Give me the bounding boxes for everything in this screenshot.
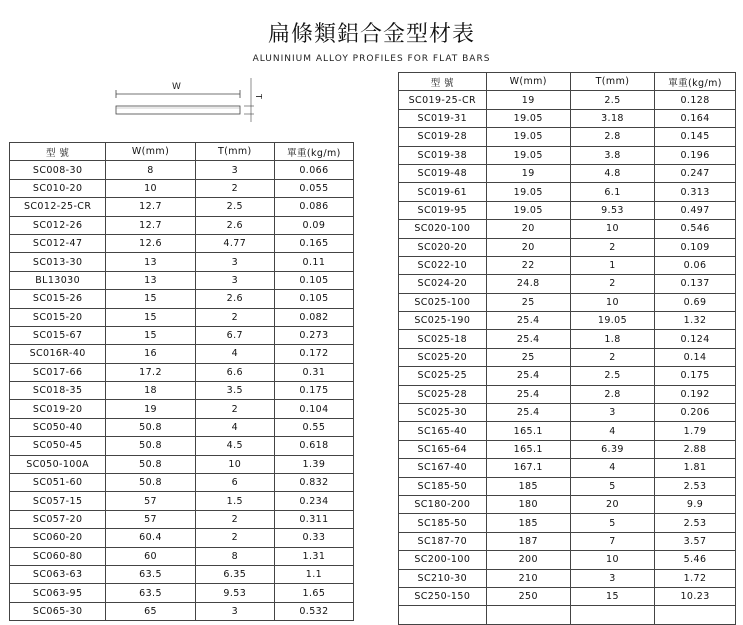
cell-weight: 0.313 xyxy=(655,183,736,201)
cell-weight: 0.546 xyxy=(655,220,736,238)
cell-model: SC017-66 xyxy=(10,363,106,381)
cell-thickness: 5 xyxy=(570,514,654,532)
cell-weight: 0.532 xyxy=(274,602,353,620)
cell-width: 165.1 xyxy=(486,422,570,440)
cell-model: SC057-15 xyxy=(10,492,106,510)
table-row xyxy=(399,146,736,164)
header-width: W(mm) xyxy=(486,73,570,91)
cell-width: 50.8 xyxy=(106,474,195,492)
cell-thickness: 2 xyxy=(570,348,654,366)
cell-weight: 1.79 xyxy=(655,422,736,440)
table-row xyxy=(10,565,354,583)
cell-model: SC015-67 xyxy=(10,326,106,344)
cell-width: 25.4 xyxy=(486,385,570,403)
cell-weight: 1.1 xyxy=(274,565,353,583)
cell-thickness: 1 xyxy=(570,256,654,274)
header-weight: 單重(kg/m) xyxy=(655,73,736,91)
table-row xyxy=(10,474,354,492)
cell-weight: 0.104 xyxy=(274,400,353,418)
cell-thickness: 2 xyxy=(195,400,274,418)
cell-width: 15 xyxy=(106,290,195,308)
cell-model: SC015-26 xyxy=(10,290,106,308)
cell-width: 19 xyxy=(486,164,570,182)
cell-width: 187 xyxy=(486,532,570,550)
cell-thickness: 1.5 xyxy=(195,492,274,510)
table-row xyxy=(399,128,736,146)
cell-width: 50.8 xyxy=(106,455,195,473)
cell-weight: 0.145 xyxy=(655,128,736,146)
table-row xyxy=(399,91,736,109)
table-row xyxy=(10,418,354,436)
cell-weight: 0.165 xyxy=(274,234,353,252)
cell-width: 12.7 xyxy=(106,198,195,216)
cell-model: SC019-20 xyxy=(10,400,106,418)
cell-model: SC010-20 xyxy=(10,179,106,197)
cell-model: SC024-20 xyxy=(399,275,487,293)
table-row xyxy=(10,547,354,565)
cell-thickness: 2.5 xyxy=(195,198,274,216)
cell-model: SC200-100 xyxy=(399,551,487,569)
cell-width: 19 xyxy=(106,400,195,418)
cell-thickness: 4.77 xyxy=(195,234,274,252)
cell-width: 25.4 xyxy=(486,330,570,348)
cell-width: 185 xyxy=(486,514,570,532)
cell-width: 180 xyxy=(486,495,570,513)
cell-thickness: 6.7 xyxy=(195,326,274,344)
cell-width: 25.4 xyxy=(486,404,570,422)
cell-weight: 10.23 xyxy=(655,587,736,605)
cell-thickness: 2 xyxy=(195,529,274,547)
flat-bar-diagram xyxy=(108,74,268,124)
cell-weight: 0.192 xyxy=(655,385,736,403)
header-width: W(mm) xyxy=(106,143,195,161)
table-row xyxy=(399,569,736,587)
cell-thickness: 2.5 xyxy=(570,91,654,109)
cell-thickness: 4.5 xyxy=(195,437,274,455)
table-row xyxy=(399,532,736,550)
table-row xyxy=(399,514,736,532)
header-thickness: T(mm) xyxy=(195,143,274,161)
cell-weight: 0.175 xyxy=(274,382,353,400)
header-model: 型 號 xyxy=(10,143,106,161)
cell-thickness: 3 xyxy=(570,404,654,422)
cell-width: 50.8 xyxy=(106,418,195,436)
cell-thickness: 3 xyxy=(195,161,274,179)
cell-model: SC167-40 xyxy=(399,459,487,477)
table-row xyxy=(10,437,354,455)
cell-thickness: 15 xyxy=(570,587,654,605)
table-row xyxy=(399,367,736,385)
cell-weight: 0.105 xyxy=(274,290,353,308)
cell-model: SC019-95 xyxy=(399,201,487,219)
table-row xyxy=(10,216,354,234)
table-row xyxy=(10,198,354,216)
cell-width: 19.05 xyxy=(486,128,570,146)
cell-model: SC019-28 xyxy=(399,128,487,146)
cell-thickness: 10 xyxy=(195,455,274,473)
cell-thickness: 2 xyxy=(570,238,654,256)
cell-thickness: 6 xyxy=(195,474,274,492)
cell-model: SC063-95 xyxy=(10,584,106,602)
table-row xyxy=(10,345,354,363)
cell-width: 65 xyxy=(106,602,195,620)
cell-width: 17.2 xyxy=(106,363,195,381)
cell-model: SC050-40 xyxy=(10,418,106,436)
cell-model xyxy=(399,606,487,624)
cell-width: 13 xyxy=(106,253,195,271)
cell-width: 167.1 xyxy=(486,459,570,477)
cell-thickness: 2 xyxy=(195,179,274,197)
cell-width: 20 xyxy=(486,238,570,256)
cell-weight: 0.196 xyxy=(655,146,736,164)
cell-thickness: 1.8 xyxy=(570,330,654,348)
table-row xyxy=(10,326,354,344)
cell-width: 25.4 xyxy=(486,312,570,330)
cell-model: SC020-20 xyxy=(399,238,487,256)
cell-thickness: 20 xyxy=(570,495,654,513)
cell-width: 12.6 xyxy=(106,234,195,252)
cell-model: SC185-50 xyxy=(399,477,487,495)
cell-model: SC025-28 xyxy=(399,385,487,403)
cell-thickness: 4 xyxy=(195,418,274,436)
table-row xyxy=(399,293,736,311)
cell-weight: 0.124 xyxy=(655,330,736,348)
cell-weight: 3.57 xyxy=(655,532,736,550)
cell-model: SC051-60 xyxy=(10,474,106,492)
table-row xyxy=(399,404,736,422)
cell-thickness: 9.53 xyxy=(570,201,654,219)
cell-thickness: 3.5 xyxy=(195,382,274,400)
cell-weight: 0.273 xyxy=(274,326,353,344)
table-row xyxy=(10,529,354,547)
cell-model: SC050-100A xyxy=(10,455,106,473)
cell-width: 165.1 xyxy=(486,440,570,458)
cell-thickness: 2 xyxy=(195,308,274,326)
cell-weight: 0.31 xyxy=(274,363,353,381)
table-row xyxy=(399,348,736,366)
cell-thickness: 8 xyxy=(195,547,274,565)
cell-width xyxy=(486,606,570,624)
cell-weight: 0.55 xyxy=(274,418,353,436)
cell-width: 57 xyxy=(106,510,195,528)
header-thickness: T(mm) xyxy=(570,73,654,91)
table-row xyxy=(399,587,736,605)
cell-thickness: 6.6 xyxy=(195,363,274,381)
table-row xyxy=(10,161,354,179)
table-row xyxy=(399,256,736,274)
cell-weight: 1.32 xyxy=(655,312,736,330)
cell-weight: 0.14 xyxy=(655,348,736,366)
table-row xyxy=(10,363,354,381)
cell-width: 200 xyxy=(486,551,570,569)
cell-thickness: 2.6 xyxy=(195,216,274,234)
cell-weight: 0.09 xyxy=(274,216,353,234)
cell-thickness: 3.8 xyxy=(570,146,654,164)
cell-model: SC013-30 xyxy=(10,253,106,271)
cell-model: SC180-200 xyxy=(399,495,487,513)
cell-weight: 0.137 xyxy=(655,275,736,293)
cell-width: 50.8 xyxy=(106,437,195,455)
header-model: 型 號 xyxy=(399,73,487,91)
table-row xyxy=(10,271,354,289)
cell-thickness: 6.35 xyxy=(195,565,274,583)
cell-weight: 0.109 xyxy=(655,238,736,256)
cell-model: SC065-30 xyxy=(10,602,106,620)
cell-thickness: 9.53 xyxy=(195,584,274,602)
table-row xyxy=(399,495,736,513)
table-row xyxy=(10,602,354,620)
cell-model: SC019-25-CR xyxy=(399,91,487,109)
cell-model: SC210-30 xyxy=(399,569,487,587)
table-row xyxy=(10,179,354,197)
table-row xyxy=(399,164,736,182)
cell-thickness: 3.18 xyxy=(570,109,654,127)
cell-weight: 0.33 xyxy=(274,529,353,547)
t-dimension-label: T xyxy=(254,94,263,99)
cell-model: SC050-45 xyxy=(10,437,106,455)
cell-model: SC020-100 xyxy=(399,220,487,238)
cell-weight: 2.53 xyxy=(655,514,736,532)
table-row xyxy=(10,492,354,510)
cell-weight: 2.53 xyxy=(655,477,736,495)
cell-model: SC025-20 xyxy=(399,348,487,366)
cell-width: 19.05 xyxy=(486,183,570,201)
cell-width: 19.05 xyxy=(486,146,570,164)
cell-thickness: 4 xyxy=(195,345,274,363)
table-row xyxy=(399,606,736,624)
page-subtitle: ALUNINIUM ALLOY PROFILES FOR FLAT BARS xyxy=(252,54,491,64)
cell-weight: 0.175 xyxy=(655,367,736,385)
cell-model: SC019-31 xyxy=(399,109,487,127)
cell-width: 19 xyxy=(486,91,570,109)
cell-width: 63.5 xyxy=(106,565,195,583)
table-header-row xyxy=(10,143,354,161)
cell-width: 210 xyxy=(486,569,570,587)
cell-width: 15 xyxy=(106,308,195,326)
table-row xyxy=(399,477,736,495)
cell-weight: 1.65 xyxy=(274,584,353,602)
cell-thickness: 5 xyxy=(570,477,654,495)
table-row xyxy=(10,382,354,400)
cell-weight: 1.31 xyxy=(274,547,353,565)
table-row xyxy=(10,308,354,326)
cell-thickness: 2.8 xyxy=(570,128,654,146)
cell-model: SC008-30 xyxy=(10,161,106,179)
table-row xyxy=(399,312,736,330)
cell-thickness: 4 xyxy=(570,459,654,477)
cell-weight: 0.086 xyxy=(274,198,353,216)
cell-model: SC019-48 xyxy=(399,164,487,182)
cell-model: SC063-63 xyxy=(10,565,106,583)
cell-width: 19.05 xyxy=(486,109,570,127)
cell-thickness: 4.8 xyxy=(570,164,654,182)
cell-width: 18 xyxy=(106,382,195,400)
cell-width: 22 xyxy=(486,256,570,274)
cell-model: SC060-20 xyxy=(10,529,106,547)
table-row xyxy=(10,290,354,308)
cell-thickness: 3 xyxy=(570,569,654,587)
cell-weight: 1.39 xyxy=(274,455,353,473)
cell-weight: 0.497 xyxy=(655,201,736,219)
cell-width: 13 xyxy=(106,271,195,289)
cell-thickness: 3 xyxy=(195,602,274,620)
cell-weight: 0.128 xyxy=(655,91,736,109)
cell-width: 20 xyxy=(486,220,570,238)
cell-width: 15 xyxy=(106,326,195,344)
table-row xyxy=(10,253,354,271)
cell-thickness: 2.8 xyxy=(570,385,654,403)
table-row xyxy=(399,459,736,477)
cell-weight: 0.69 xyxy=(655,293,736,311)
cell-model: SC016R-40 xyxy=(10,345,106,363)
cell-weight: 0.082 xyxy=(274,308,353,326)
cell-weight: 0.055 xyxy=(274,179,353,197)
cell-thickness: 10 xyxy=(570,293,654,311)
header-weight: 單重(kg/m) xyxy=(274,143,353,161)
cell-weight: 0.234 xyxy=(274,492,353,510)
cell-model: SC187-70 xyxy=(399,532,487,550)
table-row xyxy=(399,238,736,256)
cell-weight: 9.9 xyxy=(655,495,736,513)
cell-width: 25 xyxy=(486,293,570,311)
cell-model: SC015-20 xyxy=(10,308,106,326)
cell-width: 19.05 xyxy=(486,201,570,219)
cell-thickness: 3 xyxy=(195,271,274,289)
cell-model: SC060-80 xyxy=(10,547,106,565)
cell-thickness: 10 xyxy=(570,220,654,238)
cell-thickness: 2.6 xyxy=(195,290,274,308)
cell-model: SC165-40 xyxy=(399,422,487,440)
profile-table-left xyxy=(9,142,354,621)
cell-model: SC019-38 xyxy=(399,146,487,164)
cell-weight: 0.206 xyxy=(655,404,736,422)
cell-weight: 5.46 xyxy=(655,551,736,569)
table-row xyxy=(399,385,736,403)
cell-width: 63.5 xyxy=(106,584,195,602)
cell-model: SC012-25-CR xyxy=(10,198,106,216)
table-header-row xyxy=(399,73,736,91)
w-dimension-label: W xyxy=(172,82,181,92)
cell-weight: 0.105 xyxy=(274,271,353,289)
cell-model: BL13030 xyxy=(10,271,106,289)
cell-model: SC025-30 xyxy=(399,404,487,422)
cell-weight: 1.81 xyxy=(655,459,736,477)
cell-model: SC025-25 xyxy=(399,367,487,385)
table-row xyxy=(399,220,736,238)
cell-thickness: 10 xyxy=(570,551,654,569)
cell-width: 8 xyxy=(106,161,195,179)
cell-weight: 0.618 xyxy=(274,437,353,455)
page-title: 扁條類鋁合金型材表 xyxy=(267,22,475,47)
cell-thickness xyxy=(570,606,654,624)
cell-thickness: 4 xyxy=(570,422,654,440)
table-row xyxy=(399,201,736,219)
cell-thickness: 3 xyxy=(195,253,274,271)
cell-model: SC022-10 xyxy=(399,256,487,274)
cell-model: SC025-100 xyxy=(399,293,487,311)
table-row xyxy=(399,109,736,127)
cell-width: 24.8 xyxy=(486,275,570,293)
cell-model: SC019-61 xyxy=(399,183,487,201)
cell-thickness: 2 xyxy=(570,275,654,293)
cell-thickness: 2.5 xyxy=(570,367,654,385)
table-row xyxy=(10,455,354,473)
cell-width: 16 xyxy=(106,345,195,363)
cell-weight: 1.72 xyxy=(655,569,736,587)
cell-weight: 0.311 xyxy=(274,510,353,528)
cell-weight: 0.066 xyxy=(274,161,353,179)
table-row xyxy=(399,183,736,201)
profile-table-right xyxy=(398,72,736,625)
cell-weight: 0.06 xyxy=(655,256,736,274)
cell-model: SC025-190 xyxy=(399,312,487,330)
table-row xyxy=(399,440,736,458)
cell-width: 10 xyxy=(106,179,195,197)
table-row xyxy=(399,330,736,348)
cell-width: 60 xyxy=(106,547,195,565)
cell-model: SC165-64 xyxy=(399,440,487,458)
cell-weight: 2.88 xyxy=(655,440,736,458)
cell-weight: 0.164 xyxy=(655,109,736,127)
cell-model: SC057-20 xyxy=(10,510,106,528)
cell-model: SC012-47 xyxy=(10,234,106,252)
cell-weight: 0.247 xyxy=(655,164,736,182)
cell-model: SC250-150 xyxy=(399,587,487,605)
cell-thickness: 7 xyxy=(570,532,654,550)
table-row xyxy=(399,422,736,440)
cell-width: 25 xyxy=(486,348,570,366)
cell-model: SC025-18 xyxy=(399,330,487,348)
table-row xyxy=(10,234,354,252)
cell-thickness: 6.39 xyxy=(570,440,654,458)
table-row xyxy=(10,584,354,602)
cell-weight xyxy=(655,606,736,624)
cell-thickness: 19.05 xyxy=(570,312,654,330)
cell-width: 185 xyxy=(486,477,570,495)
table-row xyxy=(10,510,354,528)
cell-weight: 0.172 xyxy=(274,345,353,363)
cell-model: SC018-35 xyxy=(10,382,106,400)
table-row xyxy=(10,400,354,418)
table-row xyxy=(399,275,736,293)
cell-width: 12.7 xyxy=(106,216,195,234)
cell-thickness: 2 xyxy=(195,510,274,528)
cell-width: 250 xyxy=(486,587,570,605)
cell-weight: 0.11 xyxy=(274,253,353,271)
table-row xyxy=(399,551,736,569)
cell-width: 60.4 xyxy=(106,529,195,547)
cell-weight: 0.832 xyxy=(274,474,353,492)
cell-width: 25.4 xyxy=(486,367,570,385)
cell-thickness: 6.1 xyxy=(570,183,654,201)
cell-model: SC012-26 xyxy=(10,216,106,234)
cell-model: SC185-50 xyxy=(399,514,487,532)
cell-width: 57 xyxy=(106,492,195,510)
